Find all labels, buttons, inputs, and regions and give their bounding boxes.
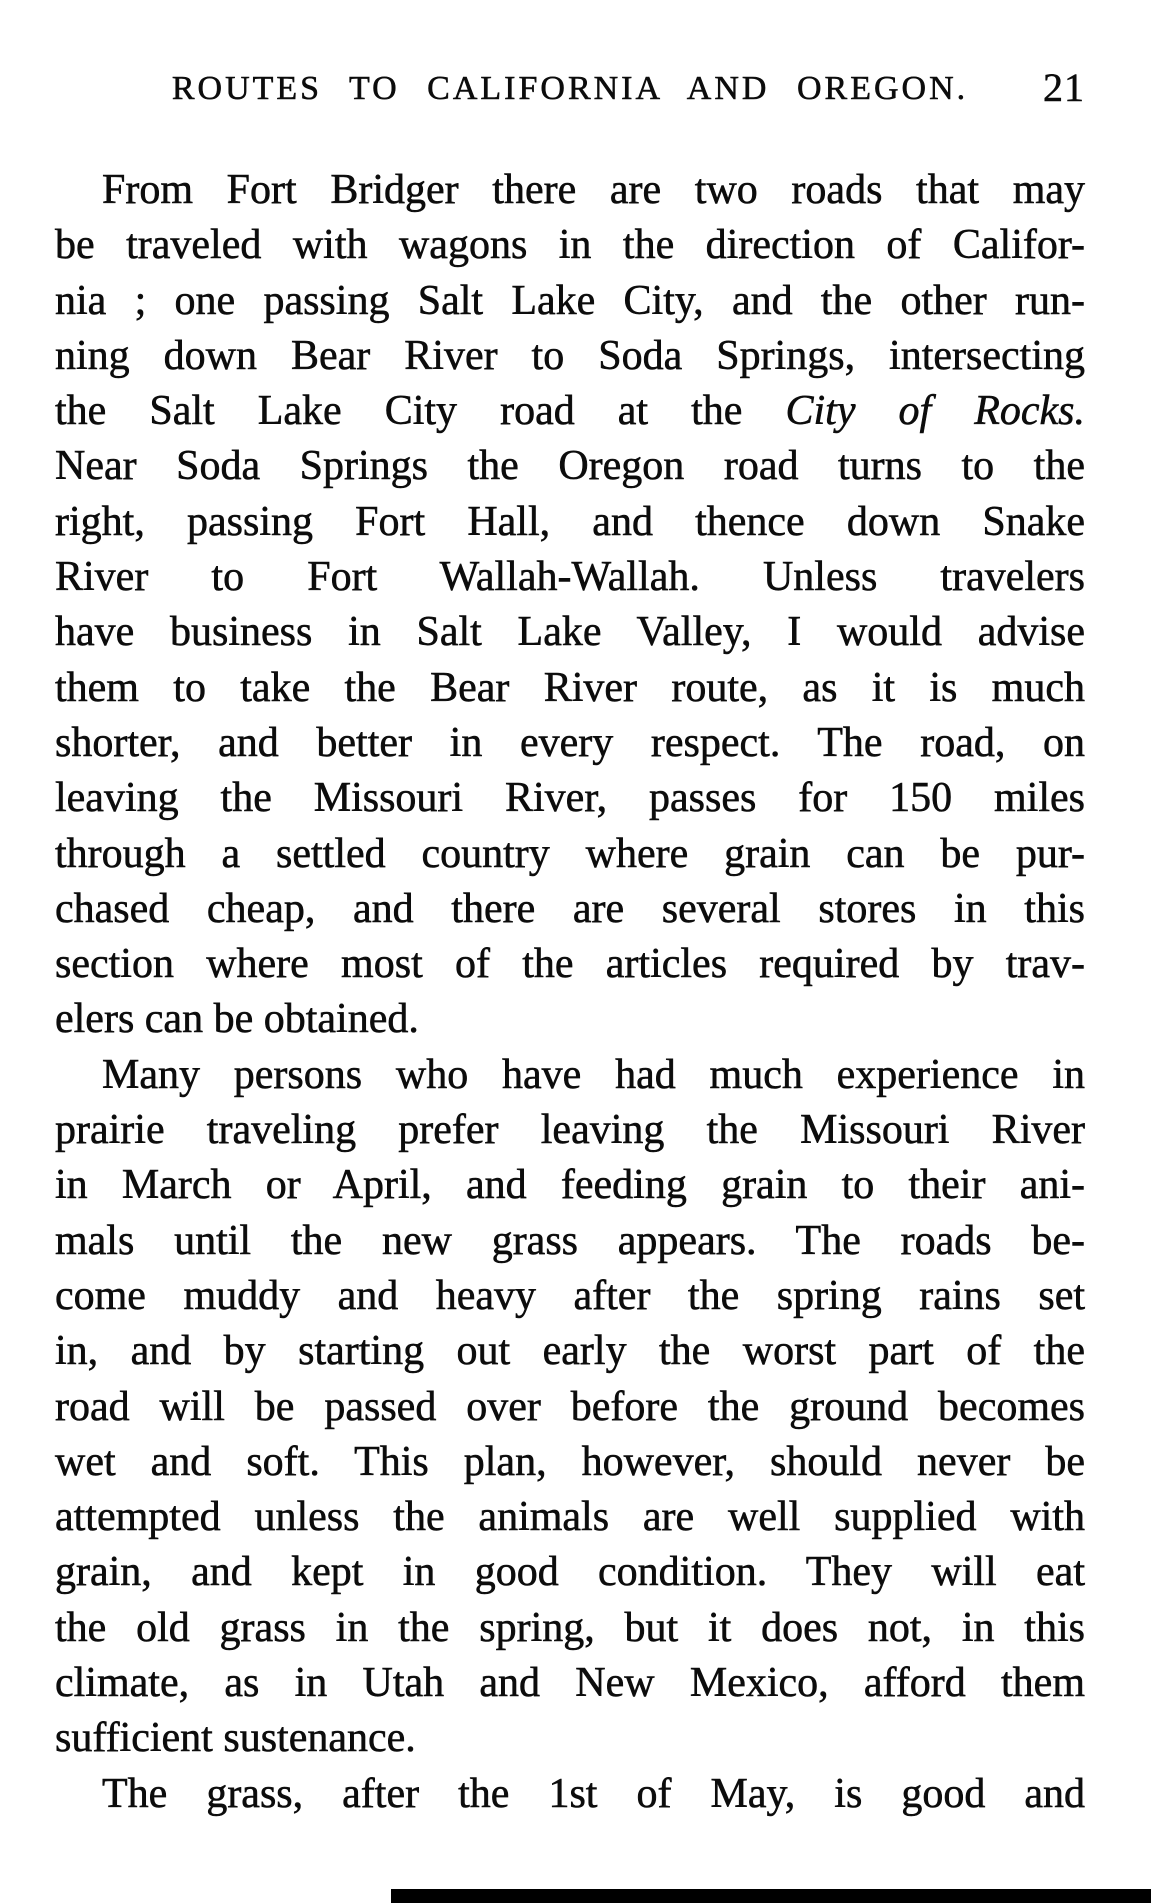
text-line: through a settled country where grain can be pur- bbox=[55, 830, 1085, 877]
text-line: elers can be obtained. bbox=[55, 996, 419, 1043]
text-line: in, and by starting out early the worst part of the bbox=[55, 1328, 1085, 1375]
text-line: The grass, after the 1st of May, is good and bbox=[102, 1770, 1085, 1817]
text-line: grain, and kept in good condition. They will eat bbox=[55, 1549, 1085, 1596]
text-line: From Fort Bridger there are two roads that may bbox=[102, 167, 1085, 213]
text-line: leaving the Missouri River, passes for 150 miles bbox=[55, 775, 1085, 822]
text-line: ning down Bear River to Soda Springs, intersecting bbox=[55, 332, 1085, 379]
text-line: climate, as in Utah and New Mexico, afford them bbox=[55, 1660, 1085, 1707]
text-line: in March or April, and feeding grain to their ani- bbox=[55, 1162, 1085, 1209]
text-line: shorter, and better in every respect. The road, on bbox=[55, 719, 1085, 766]
running-title: ROUTES TO CALIFORNIA AND OREGON. bbox=[171, 70, 969, 107]
text-line: prairie traveling prefer leaving the Missouri River bbox=[55, 1107, 1085, 1154]
text-line: chased cheap, and there are several stores in this bbox=[55, 885, 1085, 932]
text-line: attempted unless the animals are well supplied with bbox=[55, 1494, 1085, 1541]
scan-artifact-bar bbox=[391, 1889, 1151, 1903]
text-line: section where most of the articles required by trav- bbox=[55, 941, 1085, 988]
text-line: road will be passed over before the ground becomes bbox=[55, 1383, 1085, 1430]
line-segment: the Salt Lake City road at the bbox=[55, 388, 786, 435]
body-text bbox=[55, 163, 1085, 1822]
text-line: Near Soda Springs the Oregon road turns to the bbox=[55, 443, 1085, 490]
text-line: come muddy and heavy after the spring rains set bbox=[55, 1272, 1085, 1319]
text-line: right, passing Fort Hall, and thence down Snake bbox=[55, 498, 1085, 545]
text-line: nia ; one passing Salt Lake City, and the other run- bbox=[55, 277, 1085, 324]
text-line: them to take the Bear River route, as it is much bbox=[55, 664, 1085, 711]
text-line: be traveled with wagons in the direction of Califor- bbox=[55, 222, 1085, 269]
text-line: mals until the new grass appears. The roads be- bbox=[55, 1217, 1085, 1264]
text-line: have business in Salt Lake Valley, I would advise bbox=[55, 609, 1085, 656]
text-line: wet and soft. This plan, however, should never be bbox=[55, 1438, 1085, 1485]
text-line: sufficient sustenance. bbox=[55, 1715, 416, 1762]
italic-place-name: City of Rocks. bbox=[785, 388, 1085, 435]
page-header bbox=[55, 65, 1085, 110]
text-line bbox=[55, 384, 1085, 439]
text-line: the old grass in the spring, but it does not, in this bbox=[55, 1604, 1085, 1651]
page-number: 21 bbox=[1043, 65, 1085, 110]
text-line: Many persons who have had much experience in bbox=[102, 1051, 1085, 1098]
text-line: River to Fort Wallah-Wallah. Unless travelers bbox=[55, 554, 1085, 601]
